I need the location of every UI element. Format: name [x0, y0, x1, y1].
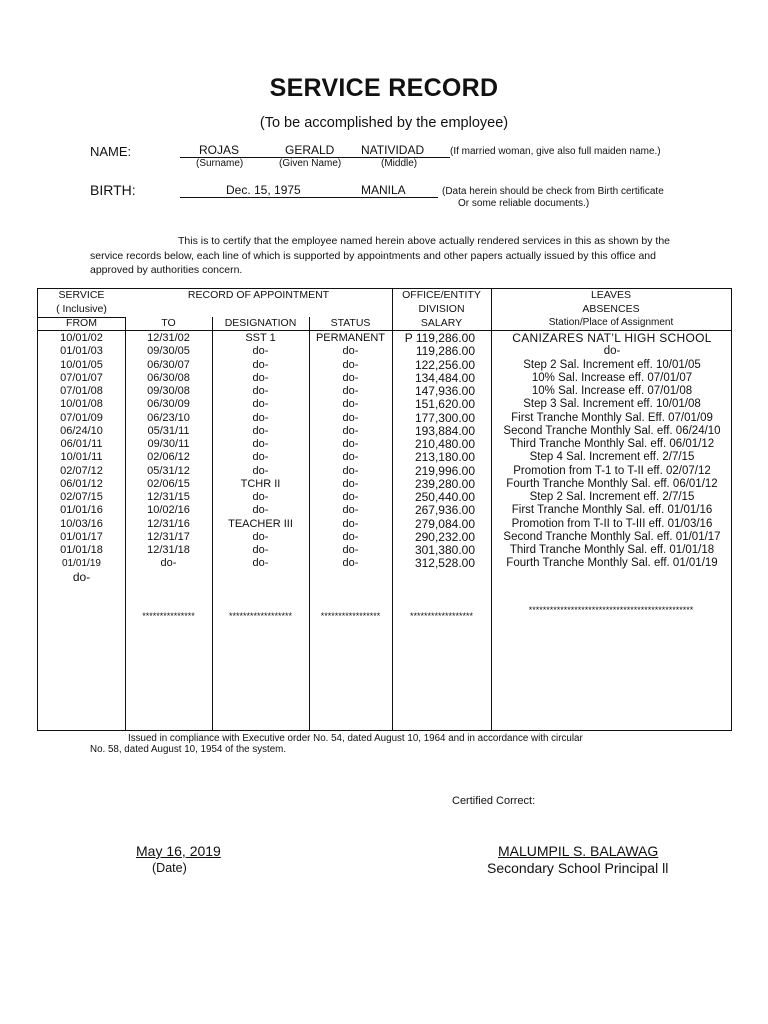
- from-cell: do-: [72, 569, 91, 584]
- designation-cell: do-: [252, 557, 269, 570]
- designation-cell: do-: [252, 464, 269, 477]
- from-cell: 01/01/16: [60, 504, 103, 517]
- to-cell: do-: [160, 557, 177, 570]
- to-cell: 10/02/16: [147, 504, 190, 517]
- station-cell: CANIZARES NAT’L HIGH SCHOOL: [512, 331, 712, 345]
- header-absences: ABSENCES: [582, 303, 640, 315]
- to-cell: 06/30/08: [147, 371, 190, 384]
- station-cell: Step 4 Sal. Increment eff. 2/7/15: [529, 451, 695, 464]
- salary-cell: 210,480.00: [414, 437, 475, 451]
- birth-place: MANILA: [361, 183, 406, 197]
- date-caption: (Date): [152, 861, 187, 875]
- status-cell: do-: [342, 504, 359, 517]
- station-cell: Promotion from T-II to T-III eff. 01/03/16: [511, 517, 713, 530]
- salary-cell: 250,440.00: [414, 490, 475, 504]
- status-cell: do-: [342, 557, 359, 570]
- status-column: [309, 332, 392, 571]
- salary-cell: 312,528.00: [414, 556, 475, 571]
- status-cell: do-: [342, 411, 359, 424]
- status-cell: do-: [342, 345, 359, 358]
- to-cell: 09/30/11: [147, 438, 190, 450]
- from-column: [38, 332, 125, 584]
- status-cell: do-: [342, 517, 359, 530]
- station-cell: Third Tranche Monthly Sal. eff. 06/01/12: [509, 438, 715, 450]
- to-cell: 09/30/08: [147, 385, 190, 397]
- salary-cell: 151,620.00: [414, 397, 475, 412]
- signatory-name: MALUMPIL S. BALAWAG: [498, 843, 659, 859]
- station-cell: Second Tranche Monthly Sal. eff. 01/01/17: [503, 530, 721, 543]
- station-cell: Fourth Tranche Monthly Sal. eff. 01/01/19: [506, 557, 718, 570]
- salary-cell: 119,286.00: [415, 344, 475, 359]
- from-cell: 06/01/11: [60, 438, 103, 450]
- designation-cell: do-: [252, 345, 269, 358]
- certified-correct-label: Certified Correct:: [452, 795, 536, 807]
- to-cell: 12/31/16: [147, 517, 190, 530]
- to-cell: 06/23/10: [147, 411, 190, 424]
- salary-cell: 267,936.00: [414, 503, 475, 518]
- designation-cell: do-: [252, 411, 269, 424]
- designation-column: [212, 332, 309, 571]
- station-cell: 10% Sal. Increase eff. 07/01/07: [531, 371, 693, 384]
- designation-cell: TEACHER III: [228, 517, 293, 530]
- to-cell: 12/31/15: [147, 491, 190, 503]
- given-name-caption: (Given Name): [279, 158, 342, 169]
- designation-cell: do-: [252, 451, 269, 464]
- status-cell: do-: [342, 477, 359, 490]
- from-cell: 10/01/11: [60, 451, 103, 464]
- station-cell: First Tranche Monthly Sal. eff. 01/01/16: [511, 504, 713, 517]
- birth-date: Dec. 15, 1975: [226, 183, 301, 197]
- status-cell: do-: [342, 371, 359, 384]
- salary-cell: 290,232.00: [414, 529, 475, 544]
- to-cell: 05/31/11: [147, 424, 190, 437]
- from-cell: 07/01/08: [60, 385, 103, 397]
- birth-label: BIRTH:: [90, 182, 136, 198]
- station-cell: Third Tranche Monthly Sal. eff. 01/01/18: [509, 544, 715, 556]
- birth-note-line2: Or some reliable documents.): [458, 198, 590, 209]
- designation-cell: do-: [252, 438, 269, 450]
- status-cell: do-: [342, 424, 359, 437]
- salary-cell: 213,180.00: [414, 450, 475, 465]
- designation-cell: do-: [252, 385, 269, 397]
- birth-underline: [180, 197, 438, 198]
- name-label: NAME:: [90, 144, 132, 159]
- designation-cell: do-: [252, 544, 269, 556]
- salary-cell: 134,484.00: [414, 370, 475, 385]
- station-cell: First Tranche Monthly Sal. Eff. 07/01/09: [511, 411, 713, 424]
- header-record: RECORD OF APPOINTMENT: [187, 289, 330, 301]
- surname-value: ROJAS: [199, 143, 240, 157]
- salary-column: [392, 332, 475, 571]
- header-salary: SALARY: [420, 317, 463, 329]
- signatory-title: Secondary School Principal ll: [487, 860, 669, 876]
- to-cell: 02/06/15: [147, 477, 190, 490]
- station-cell: Step 2 Sal. Increment eff. 2/7/15: [529, 491, 695, 503]
- status-cell: PERMANENT: [315, 332, 386, 344]
- col-divider: [491, 289, 492, 731]
- designation-cell: do-: [252, 530, 269, 543]
- header-service: SERVICE: [58, 289, 105, 301]
- service-record-table: [37, 288, 732, 731]
- designation-cell: SST 1: [245, 332, 276, 344]
- station-cell: Fourth Tranche Monthly Sal. eff. 06/01/12: [506, 477, 718, 490]
- header-status: STATUS: [330, 317, 371, 329]
- status-cell: do-: [342, 491, 359, 503]
- date-value: May 16, 2019: [136, 843, 221, 859]
- to-cell: 12/31/17: [147, 530, 190, 543]
- header-station: Station/Place of Assignment: [548, 317, 674, 328]
- stars-to: ***************: [142, 611, 195, 621]
- designation-cell: do-: [252, 358, 269, 371]
- status-cell: do-: [342, 451, 359, 464]
- header-office: OFFICE/ENTITY: [402, 289, 481, 301]
- middle-name-value: NATIVIDAD: [361, 143, 425, 157]
- from-cell: 06/24/10: [60, 424, 103, 437]
- from-cell: 10/01/02: [60, 332, 103, 344]
- to-cell: 12/31/18: [147, 544, 190, 556]
- from-cell: 07/01/09: [60, 411, 103, 424]
- from-cell: 01/01/17: [60, 530, 103, 543]
- to-cell: 02/06/12: [147, 451, 190, 464]
- to-column: [125, 332, 212, 571]
- status-cell: do-: [342, 530, 359, 543]
- to-cell: 09/30/05: [147, 345, 190, 358]
- footer-line2: No. 58, dated August 10, 1954 of the system.: [90, 744, 287, 755]
- from-cell: 10/01/05: [60, 358, 103, 371]
- document-subtitle: (To be accomplished by the employee): [259, 115, 509, 131]
- designation-cell: do-: [252, 371, 269, 384]
- stars-status: *****************: [320, 611, 381, 621]
- salary-cell: 279,084.00: [414, 516, 475, 531]
- from-cell: 06/01/12: [60, 477, 103, 490]
- from-cell: 02/07/12: [60, 464, 103, 477]
- status-cell: do-: [342, 544, 359, 556]
- designation-cell: do-: [252, 491, 269, 503]
- from-cell: 01/01/03: [60, 345, 103, 358]
- header-division: DIVISION: [418, 303, 465, 315]
- station-column: [493, 332, 731, 571]
- from-cell: 01/01/19: [62, 558, 101, 570]
- to-cell: 12/31/02: [147, 332, 190, 344]
- salary-cell: 193,884.00: [414, 423, 475, 438]
- name-note: (If married woman, give also full maiden name.): [450, 146, 661, 157]
- status-cell: do-: [342, 385, 359, 397]
- salary-cell: 219,996.00: [414, 463, 475, 478]
- salary-cell: 301,380.00: [414, 543, 475, 557]
- document-title: SERVICE RECORD: [269, 74, 499, 102]
- from-cell: 07/01/07: [60, 371, 103, 384]
- stars-designation: ******************: [228, 611, 293, 621]
- header-leaves: LEAVES: [590, 289, 632, 301]
- station-cell: 10% Sal. Increase eff. 07/01/08: [531, 385, 693, 397]
- header-inclusive: ( Inclusive): [56, 303, 107, 315]
- designation-cell: do-: [252, 504, 269, 517]
- header-to: TO: [161, 317, 176, 329]
- station-cell: Step 3 Sal. Increment eff. 10/01/08: [523, 398, 701, 411]
- designation-cell: TCHR II: [240, 477, 281, 490]
- to-cell: 06/30/09: [147, 398, 190, 411]
- station-cell: Promotion from T-1 to T-II eff. 02/07/12: [513, 464, 711, 477]
- status-cell: do-: [342, 464, 359, 477]
- header-designation: DESIGNATION: [224, 317, 297, 329]
- certification-paragraph: This is to certify that the employee named herein above actually rendered services in this as shown by the service records below, each line of which is supported by appointments and other papers actually issued by this office and approved by authorities concern.: [90, 235, 671, 277]
- from-cell: 02/07/15: [60, 491, 103, 503]
- birth-note-line1: (Data herein should be check from Birth certificate: [442, 186, 664, 197]
- footer-line1: Issued in compliance with Executive order No. 54, dated August 10, 1964 and in accordance with circular: [128, 733, 583, 744]
- to-cell: 05/31/12: [147, 464, 190, 477]
- middle-name-caption: (Middle): [381, 158, 418, 169]
- salary-cell: 177,300.00: [414, 410, 475, 425]
- from-cell: 01/01/18: [60, 544, 103, 556]
- from-cell: 10/03/16: [60, 517, 103, 530]
- status-cell: do-: [342, 398, 359, 411]
- given-name-value: GERALD: [285, 143, 335, 157]
- stars-salary: ******************: [409, 611, 474, 621]
- stars-station: ***********************************************: [528, 605, 694, 615]
- salary-cell: 147,936.00: [414, 384, 475, 398]
- salary-cell: 122,256.00: [414, 357, 475, 372]
- salary-cell: 239,280.00: [414, 476, 475, 491]
- station-cell: Second Tranche Monthly Sal. eff. 06/24/10: [503, 424, 721, 437]
- header-from: FROM: [66, 317, 97, 329]
- status-cell: do-: [342, 438, 359, 450]
- designation-cell: do-: [252, 398, 269, 411]
- designation-cell: do-: [252, 424, 269, 437]
- station-cell: do-: [603, 345, 621, 358]
- surname-caption: (Surname): [196, 158, 244, 169]
- station-cell: Step 2 Sal. Increment eff. 10/01/05: [523, 358, 701, 371]
- to-cell: 06/30/07: [147, 358, 190, 371]
- from-cell: 10/01/08: [60, 398, 103, 411]
- status-cell: do-: [342, 358, 359, 371]
- salary-cell: P 119,286.00: [404, 331, 475, 345]
